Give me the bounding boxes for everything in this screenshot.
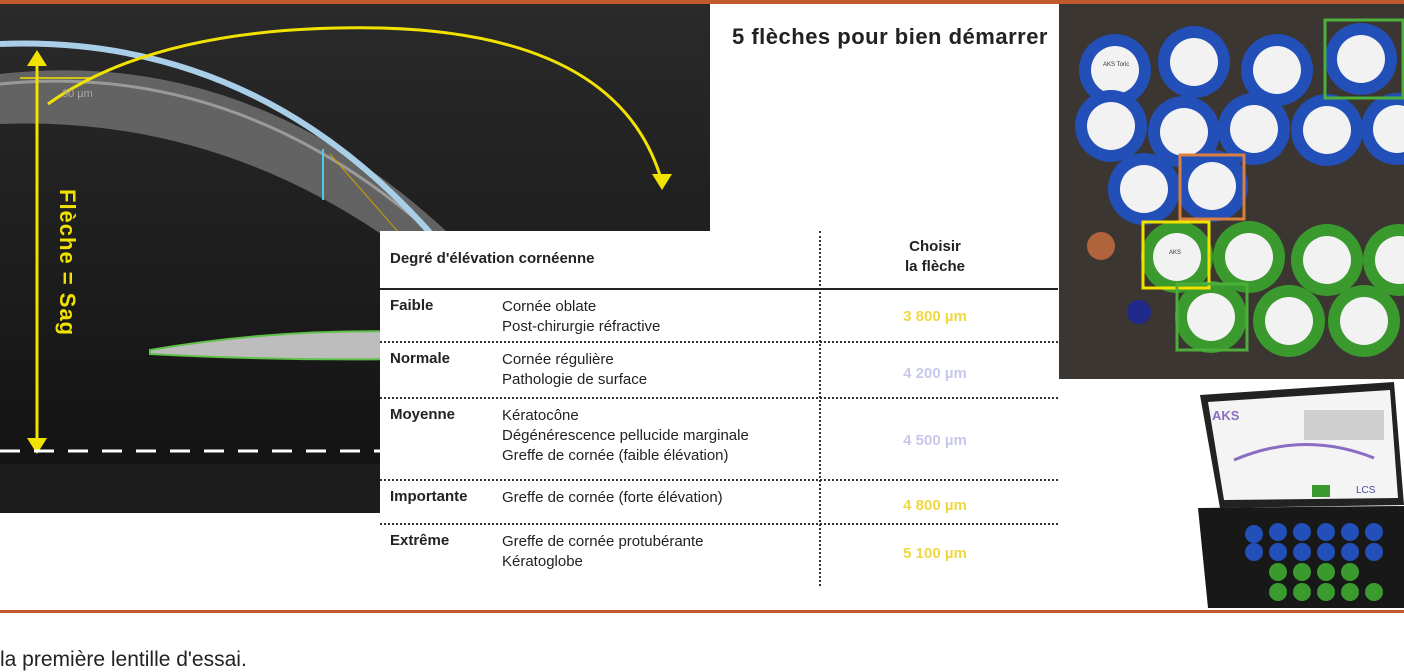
header-choose — [835, 237, 1035, 277]
header-choose-line1: Choisir — [909, 238, 961, 255]
trial-set-box-photo — [1194, 380, 1404, 610]
sag-label: Flèche = Sag — [55, 189, 80, 337]
row-desc-line: Dégénérescence pellucide marginale — [502, 427, 749, 444]
aks-logo: AKS — [1212, 408, 1240, 423]
row-description — [502, 406, 749, 466]
row-value: 4 200 µm — [903, 365, 967, 382]
table-row — [380, 290, 1058, 343]
row-level: Moyenne — [390, 406, 456, 423]
row-desc-line: Cornée régulière — [502, 351, 614, 368]
row-level: Extrême — [390, 532, 450, 549]
row-description — [502, 297, 660, 337]
row-desc-line: Greffe de cornée (faible élévation) — [502, 447, 729, 464]
row-desc-line: Greffe de cornée protubérante — [502, 533, 704, 550]
row-desc-line: Cornée oblate — [502, 298, 597, 315]
row-description — [502, 488, 723, 508]
table-row — [380, 525, 1058, 586]
row-description — [502, 350, 647, 390]
row-desc-line: Pathologie de surface — [502, 371, 648, 388]
table-header — [380, 231, 1058, 290]
vial-label-blue: AKS Toric — [1103, 62, 1130, 68]
row-level: Importante — [390, 488, 468, 505]
lens-vials-photo — [1059, 4, 1404, 379]
table-row — [380, 399, 1058, 481]
header-degree: Degré d'élévation cornéenne — [390, 250, 595, 267]
row-desc-line: Kératoglobe — [502, 553, 583, 570]
row-desc-line: Greffe de cornée (forte élévation) — [502, 489, 723, 506]
header-choose-line2: la flèche — [904, 258, 966, 275]
figure-caption: la première lentille d'essai. — [0, 648, 247, 671]
row-desc-line: Kératocône — [502, 407, 579, 424]
row-desc-line: Post-chirurgie réfractive — [502, 318, 661, 335]
table-row — [380, 481, 1058, 525]
row-description — [502, 532, 704, 572]
row-value: 4 500 µm — [903, 432, 967, 449]
vial-label-green: AKS — [1169, 250, 1182, 256]
row-value: 4 800 µm — [903, 497, 967, 514]
lens-vials-graphic — [1059, 4, 1404, 379]
measure-label: 30 µm — [62, 88, 93, 100]
row-level: Faible — [390, 297, 434, 314]
sag-table — [380, 231, 1058, 586]
row-value: 5 100 µm — [903, 545, 967, 562]
table-row — [380, 343, 1058, 399]
section-heading: 5 flèches pour bien démarrer — [732, 24, 1048, 49]
row-value: 3 800 µm — [903, 308, 967, 325]
bottom-rule — [0, 610, 1404, 613]
row-level: Normale — [390, 350, 451, 367]
lcs-logo: LCS — [1356, 485, 1376, 496]
